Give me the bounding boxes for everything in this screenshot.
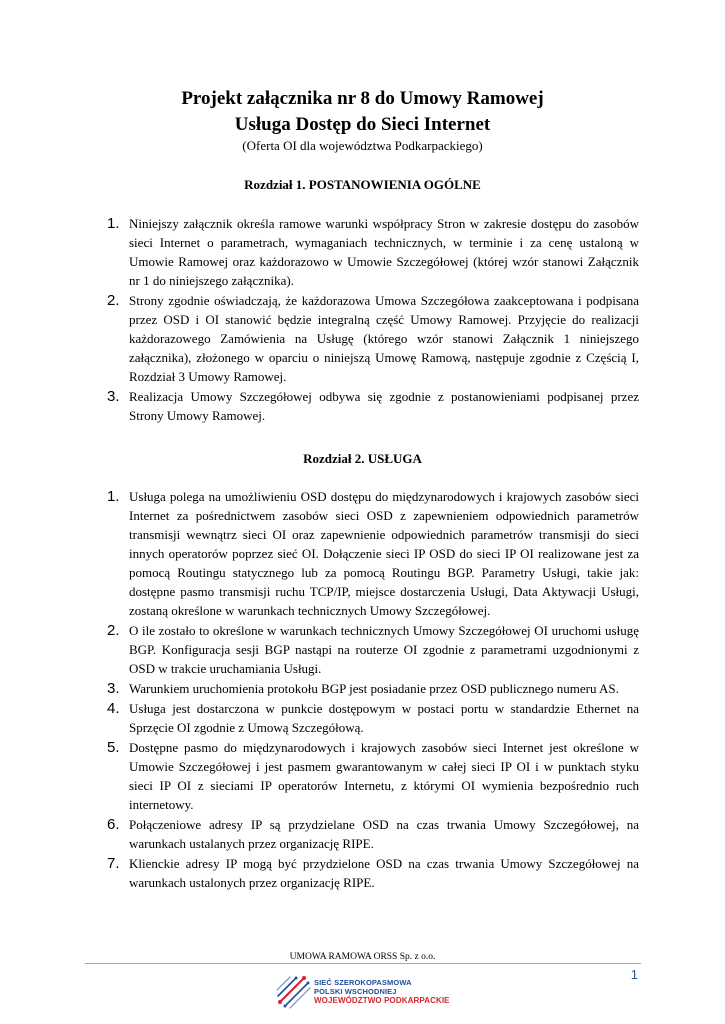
list-item-number: 7. bbox=[107, 855, 120, 872]
logo-text-line3: WOJEWÓDZTWO PODKARPACKIE bbox=[314, 996, 450, 1005]
document-title-line2: Usługa Dostęp do Sieci Internet bbox=[234, 114, 491, 135]
footer-logo bbox=[276, 974, 456, 1014]
list-item bbox=[87, 487, 639, 620]
list-item-number: 1. bbox=[107, 215, 120, 232]
section2-list bbox=[87, 487, 639, 892]
section2-heading: Rozdział 2. USŁUGA bbox=[303, 451, 422, 466]
list-item-text: Klienckie adresy IP mogą być przydzielone OSD na czas trwania Umowy Szczegółowej na warunkach ustalonych przez organizację RIPE. bbox=[129, 856, 639, 890]
list-item-number: 6. bbox=[107, 816, 120, 833]
footer-divider bbox=[85, 963, 641, 964]
list-item bbox=[87, 815, 639, 853]
section1-list bbox=[87, 214, 639, 425]
list-item-number: 5. bbox=[107, 739, 120, 756]
document-title-line1: Projekt załącznika nr 8 do Umowy Ramowej bbox=[181, 88, 544, 109]
list-item bbox=[87, 679, 639, 698]
page-number: 1 bbox=[630, 967, 638, 982]
list-item-text: Niniejszy załącznik określa ramowe warunki współpracy Stron w zakresie dostępu do zasobów sieci Internet o parametrach, wymaganiach technicznych, w terminie i za cenę ustaloną w Umowie Ramowej oraz każdorazowo w Umowie Szczegółowej (której wzór stanowi Załącznik nr 1 do niniejszego załącznika). bbox=[129, 216, 639, 288]
list-item-text: Usługa polega na umożliwieniu OSD dostępu do międzynarodowych i krajowych zasobów sieci Internet za pośrednictwem zasobów sieci OSD z zapewnieniem odpowiednich parametrów transmisji wewnątrz sieci OI oraz zapewnienie odpowiednich parametrów transmisji do sieci innych operatorów poprzez sieć OI. Dołączenie sieci IP OSD do sieci IP OI realizowane jest za pomocą Routingu statycznego lub za pomocą Routingu BGP. Parametry Usługi, takie jak: dostępne pasmo transmisji ruchu TCP/IP, miejsce dostarczenia Usługi, Data Aktywacji Usługi, zostaną określone w warunkach technicznych Umowy Szczegółowej. bbox=[129, 489, 639, 618]
logo-text-line1: SIEĆ SZEROKOPASMOWA bbox=[314, 978, 412, 987]
list-item-text: Usługa jest dostarczona w punkcie dostępowym w postaci portu w standardzie Ethernet na Sprzęcie OI zgodnie z Umową Szczegółową. bbox=[129, 701, 639, 735]
list-item-number: 2. bbox=[107, 292, 120, 309]
list-item-number: 4. bbox=[107, 700, 120, 717]
list-item-number: 1. bbox=[107, 488, 120, 505]
list-item-text: Połączeniowe adresy IP są przydzielane OSD na czas trwania Umowy Szczegółowej, na warunkach ustalanych przez organizację RIPE. bbox=[129, 817, 639, 851]
list-item-text: Dostępne pasmo do międzynarodowych i krajowych zasobów sieci Internet jest określone w Umowie Szczegółowej i jest pasmem gwarantowanym w całej sieci IP OI i w punktach styku sieci IP OI z sieciami IP operatorów Internetu, z którymi OI wymienia bezpośrednio ruch internetowy. bbox=[129, 740, 639, 812]
list-item bbox=[87, 291, 639, 386]
list-item bbox=[87, 738, 639, 814]
list-item-text: O ile zostało to określone w warunkach technicznych Umowy Szczegółowej OI uruchomi usługę BGP. Konfiguracja sesji BGP nastąpi na routerze OI zgodnie z parametrami uzgodnionymi z OSD w trakcie uruchamiania Usługi. bbox=[129, 623, 639, 676]
list-item bbox=[87, 621, 639, 678]
list-item-number: 3. bbox=[107, 388, 120, 405]
list-item-number: 3. bbox=[107, 680, 120, 697]
section1-heading: Rozdział 1. POSTANOWIENIA OGÓLNE bbox=[244, 177, 481, 192]
document-subtitle: (Oferta OI dla województwa Podkarpackiego) bbox=[242, 138, 483, 153]
list-item bbox=[87, 854, 639, 892]
list-item bbox=[87, 214, 639, 290]
footer-text: UMOWA RAMOWA ORSS Sp. z o.o. bbox=[289, 952, 436, 962]
list-item bbox=[87, 387, 639, 425]
list-item-number: 2. bbox=[107, 622, 120, 639]
list-item-text: Warunkiem uruchomienia protokołu BGP jest posiadanie przez OSD publicznego numeru AS. bbox=[129, 681, 619, 696]
list-item bbox=[87, 699, 639, 737]
list-item-text: Realizacja Umowy Szczegółowej odbywa się zgodnie z postanowieniami podpisanej przez Strony Umowy Ramowej. bbox=[129, 389, 639, 423]
logo-text-line2: POLSKI WSCHODNIEJ bbox=[314, 987, 397, 996]
network-logo-icon bbox=[276, 974, 312, 1010]
list-item-text: Strony zgodnie oświadczają, że każdorazowa Umowa Szczegółowa zaakceptowana i podpisana przez OSD i OI stanowić będzie integralną część Umowy Ramowej. Przyjęcie do realizacji każdorazowego Zamówienia na Usługę (którego wzór stanowi Załącznik 1 niniejszego załącznika), złożonego w oparciu o niniejszą Umowę Ramową, następuje zgodnie z Częścią I, Rozdział 3 Umowy Ramowej. bbox=[129, 293, 639, 384]
